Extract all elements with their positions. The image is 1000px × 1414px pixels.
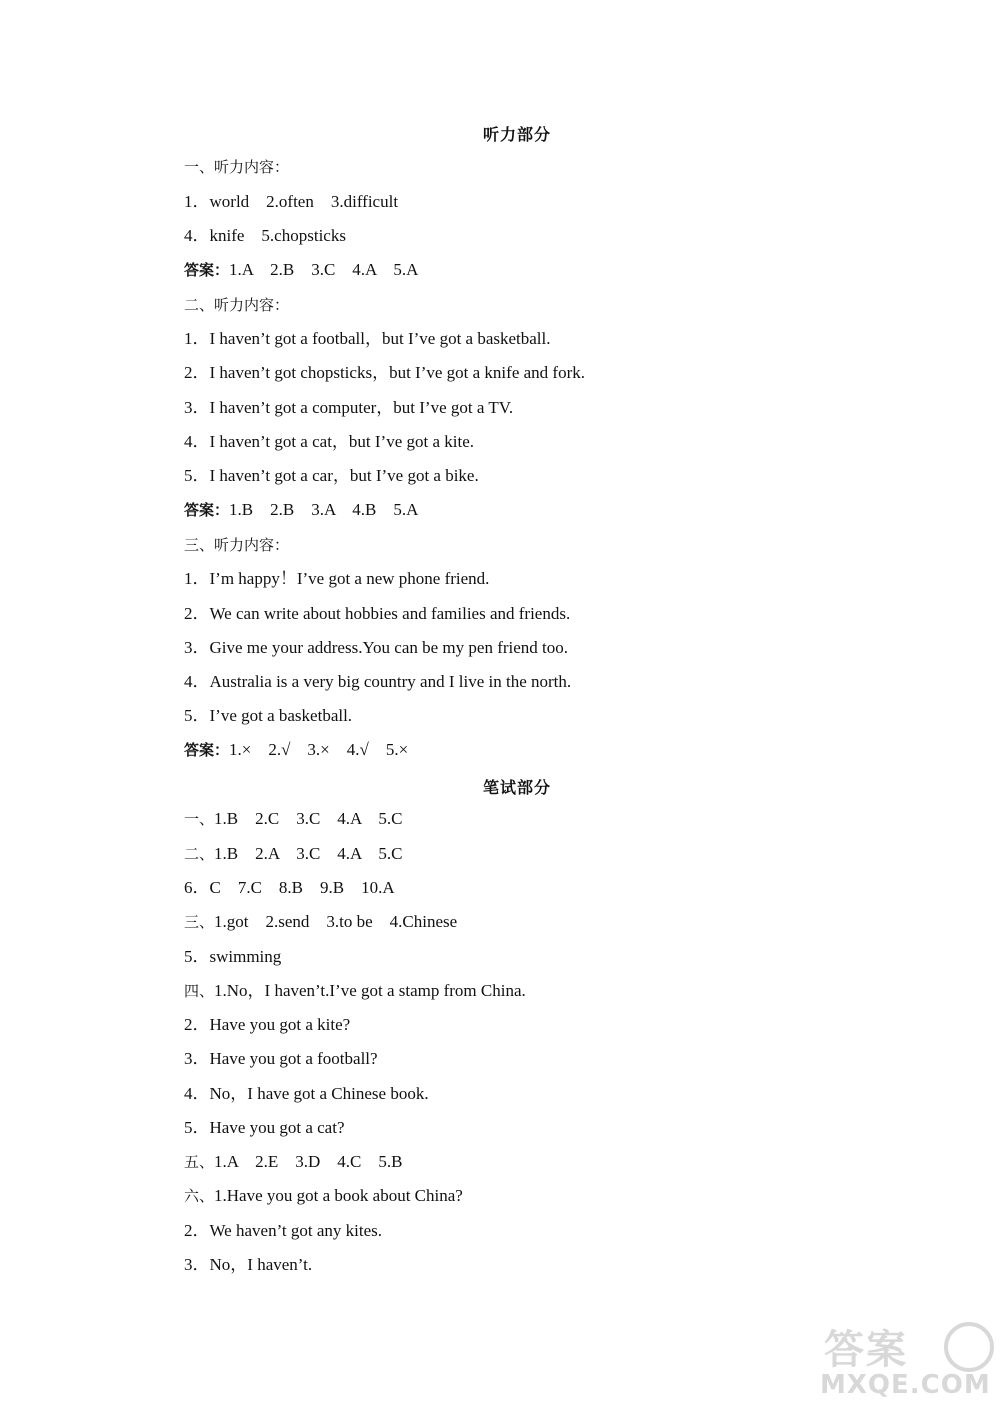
listening-q3-line2: 2．We can write about hobbies and families and friends.	[184, 604, 571, 623]
watermark-top-text: 答案	[824, 1327, 908, 1373]
watermark-url-text: MXQE.COM	[820, 1370, 991, 1400]
written-q6: 六、1.Have you got a book about China?	[184, 1186, 463, 1205]
listening-q2-line4: 4．I haven’t got a cat，but I’ve got a kite.	[184, 432, 475, 451]
written-q5: 五、1.A 2.E 3.D 4.C 5.B	[184, 1152, 403, 1171]
listening-q3-answer: 答案：1.× 2.√ 3.× 4.√ 5.×	[184, 740, 409, 759]
listening-q2-line2: 2．I haven’t got chopsticks，but I’ve got a knife and fork.	[184, 363, 585, 382]
listening-q2-answer: 答案：1.B 2.B 3.A 4.B 5.A	[184, 500, 419, 519]
watermark-circle-icon	[944, 1322, 994, 1372]
written-q4-line2: 2．Have you got a kite?	[184, 1015, 351, 1034]
listening-q1-line2: 4．knife 5.chopsticks	[184, 226, 346, 245]
written-q6-line2: 2．We haven’t got any kites.	[184, 1221, 383, 1240]
written-q2: 二、1.B 2.A 3.C 4.A 5.C	[184, 844, 403, 863]
written-q3: 三、1.got 2.send 3.to be 4.Chinese	[184, 912, 458, 931]
written-q4-line5: 5．Have you got a cat?	[184, 1118, 345, 1137]
site-watermark-logo	[820, 1318, 990, 1408]
listening-q1-heading: 一、听力内容：	[184, 158, 290, 176]
written-q3-cont: 5．swimming	[184, 947, 282, 966]
listening-q1-answer: 答案：1.A 2.B 3.C 4.A 5.A	[184, 260, 419, 279]
listening-q1-line1: 1．world 2.often 3.difficult	[184, 192, 399, 211]
listening-q3-heading: 三、听力内容：	[184, 536, 290, 554]
written-q6-line3: 3．No，I haven’t.	[184, 1255, 313, 1274]
listening-q3-line5: 5．I’ve got a basketball.	[184, 706, 353, 725]
written-q4: 四、1.No，I haven’t.I’ve got a stamp from China.	[184, 981, 526, 1000]
written-section-title: 笔试部分	[482, 778, 551, 797]
listening-q2-line5: 5．I haven’t got a car，but I’ve got a bike.	[184, 466, 479, 485]
listening-q2-line3: 3．I haven’t got a computer，but I’ve got a TV.	[184, 398, 514, 417]
written-q1: 一、1.B 2.C 3.C 4.A 5.C	[184, 809, 403, 828]
listening-section-title: 听力部分	[482, 125, 551, 144]
listening-q2-heading: 二、听力内容：	[184, 296, 290, 314]
written-q4-line4: 4．No，I have got a Chinese book.	[184, 1084, 429, 1103]
listening-q3-line1: 1．I’m happy！I’ve got a new phone friend.	[184, 569, 490, 588]
written-q2-cont: 6．C 7.C 8.B 9.B 10.A	[184, 878, 395, 897]
listening-q3-line4: 4．Australia is a very big country and I live in the north.	[184, 672, 572, 691]
written-q4-line3: 3．Have you got a football?	[184, 1049, 378, 1068]
listening-q3-line3: 3．Give me your address.You can be my pen friend too.	[184, 638, 569, 657]
listening-q2-line1: 1．I haven’t got a football，but I’ve got a basketball.	[184, 329, 551, 348]
